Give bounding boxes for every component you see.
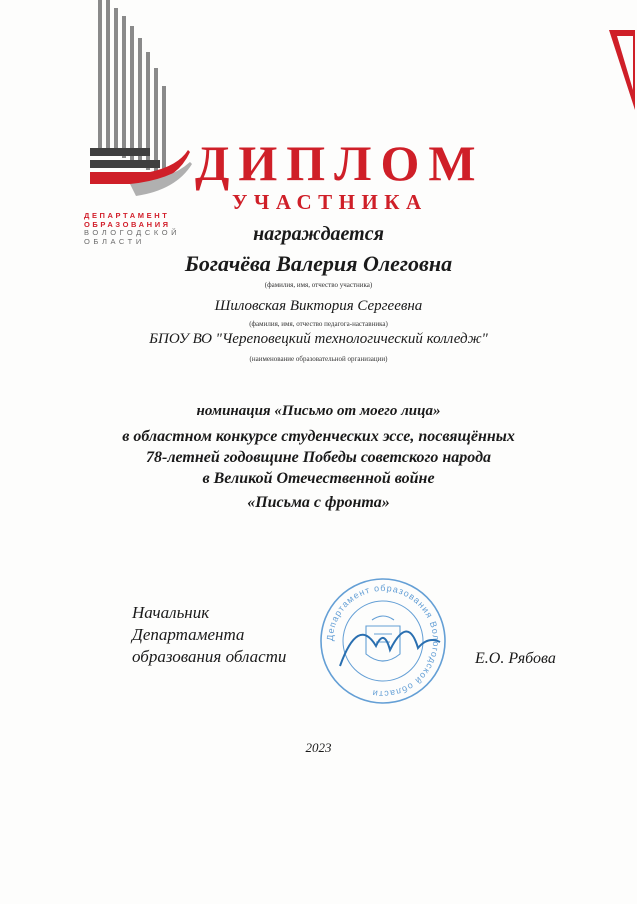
contest-line-1: в областном конкурсе студенческих эссе, посвящённых xyxy=(122,428,515,445)
teacher-name: Шиловская Виктория Сергеевна xyxy=(214,298,423,314)
recipient-caption: (фамилия, имя, отчество участника) xyxy=(264,281,373,289)
dept-line-3: ВОЛОГОДСКОЙ xyxy=(84,228,181,237)
position-line-1: Начальник xyxy=(132,603,210,622)
corner-decoration-icon xyxy=(607,30,637,110)
nomination-text: номинация «Письмо от моего лица» xyxy=(196,403,441,419)
year: 2023 xyxy=(305,740,332,755)
official-seal-icon xyxy=(318,576,448,706)
contest-line-3: в Великой Отечественной войне xyxy=(202,470,435,487)
organization-caption: (наименование образовательной организации) xyxy=(249,355,388,363)
awarded-text: награждается xyxy=(253,223,384,245)
handwritten-signature-icon xyxy=(340,631,440,666)
seal-ring-text: Департамент образования Вологодской области xyxy=(324,582,442,700)
position-line-2: Департамента xyxy=(132,625,245,644)
department-logo-columns-icon xyxy=(90,0,200,210)
signatory-position xyxy=(132,602,286,668)
contest-line-2: 78-летней годовщине Победы советского народа xyxy=(145,449,492,466)
dept-line-1: ДЕПАРТАМЕНТ xyxy=(84,211,170,220)
dept-line-2: ОБРАЗОВАНИЯ xyxy=(84,219,171,229)
contest-name: «Письма с фронта» xyxy=(247,494,390,511)
signer-name: Е.О. Рябова xyxy=(475,650,556,667)
organization-name: БПОУ ВО "Череповецкий технологический колледж" xyxy=(149,331,488,347)
dept-line-4: ОБЛАСТИ xyxy=(84,236,145,246)
teacher-caption: (фамилия, имя, отчество педагога-наставника) xyxy=(249,320,388,328)
diploma-title: ДИПЛОМ xyxy=(195,135,485,191)
diploma-subtitle: УЧАСТНИКА xyxy=(232,190,428,214)
position-line-3: образования области xyxy=(132,647,287,666)
recipient-name: Богачёва Валерия Олеговна xyxy=(184,251,453,276)
svg-text:Департамент образования Волого xyxy=(325,583,441,699)
